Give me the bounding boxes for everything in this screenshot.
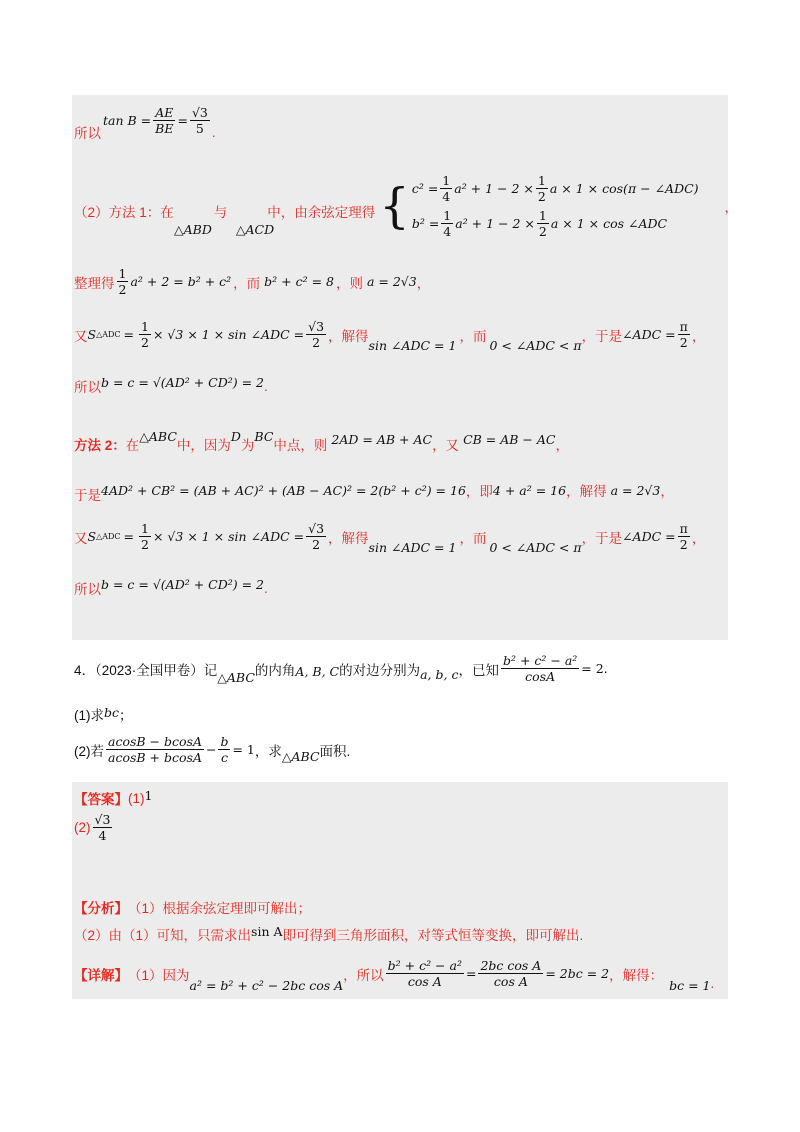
method1-line: （2）方法 1：在 与 中，由余弦定理得 △ABD △ACD { c² = $\frac{1}{4}$ a² + 1 − 2 × $\frac{1}{2}$ a × 1 × cos(π − ∠ADC) b² = $\frac{1}{4}$ a² + 1 − 2 × $\frac{1}{2}$ a × 1 × cos ∠ADC ，: [74, 173, 739, 239]
analysis-line-1: 【分析】 （1）根据余弦定理即可解出；: [74, 901, 312, 916]
method2-line: 方法 2： 在 △ABC 中，因为 D 为 BC 中点，则 2AD = AB + AC ，又 CB = AB − AC ，: [74, 428, 569, 453]
line-bc-result-m2: 所以 b = c = √(AD² + CD²) = 2 .: [74, 576, 268, 597]
question-4: 4．（2023·全国甲卷）记 △ABC 的内角 A, B, C 的对边分别为 a, b, c ，已知 $\frac{\text{b² + c² − a²}}{\cos A}$ = 2 .: [74, 653, 608, 685]
equation-system: { c² = $\frac{1}{4}$ a² + 1 − 2 × $\frac{1}{2}$ a × 1 × cos(π − ∠ADC) b² = $\frac{1}{4}$ a² + 1 − 2 × $\frac{1}{2}$ a × 1 × cos ∠ADC: [379, 173, 699, 239]
fraction: $\frac{√3}{5}$: [191, 104, 208, 136]
line-vector-sum: 于是 4AD² + CB² = (AB + AC)² + (AB − AC)² = 2(b² + c²) = 16 ，即 4 + a² = 16 ，解得 a = 2√3 ，: [74, 482, 674, 503]
line-area-m1: 又 S △ADC = $\frac{1}{2}$ × √3 × 1 × sin ∠ADC = $\frac{√3}{2}$ ，解得 sin ∠ADC = 1 ，而 0 < ∠ADC < π ，于是 ∠ADC = $\frac{\pi}{2}$ ，: [74, 319, 706, 353]
question-4-part-2: (2)若 $\frac{acosB - bcosA}{acosB + bcosA}$ − $\frac{b}{c}$ = 1 ，求 △ABC 面积.: [74, 734, 351, 765]
analysis-line-2: （2）由（1）可知，只需求出 sin A 即可得到三角形面积，对等式恒等变换，即可解出.: [74, 923, 584, 943]
line-area-m2: 又 S △ADC = $\frac{1}{2}$ × √3 × 1 × sin ∠ADC = $\frac{√3}{2}$ ，解得 sin ∠ADC = 1 ，而 0 < ∠ADC < π ，于是 ∠ADC = $\frac{\pi}{2}$ ，: [74, 521, 706, 555]
answer-line-2: (2) $\frac{√3}{4}$: [74, 812, 111, 843]
question-4-part-1: (1)求 bc ；: [74, 704, 133, 723]
detail-line: 【详解】 （1）因为 a² = b² + c² − 2bc cos A ，所以 $\frac{\text{b² + c² − a²}}{\text{cos A}}$ = $\frac{\text{2bc cos A}}{\text{cos A}}$ = 2bc = 2 ，解得： bc = 1 .: [74, 958, 715, 993]
line-bc-result-m1: 所以 b = c = √(AD² + CD²) = 2 .: [74, 374, 268, 395]
line-simplify: 整理得 $\frac{1}{2}$ a² + 2 = b² + c² ，而 b² + c² = 8 ，则 a = 2√3 ，: [74, 266, 431, 297]
answer-line-1: 【答案】 (1) 1: [74, 787, 153, 807]
fraction: $\frac{AE}{BE}$: [155, 104, 174, 136]
line-tanB: 所以 tan B = $\frac{AE}{BE}$ = $\frac{√3}{5}$ .: [74, 104, 216, 141]
